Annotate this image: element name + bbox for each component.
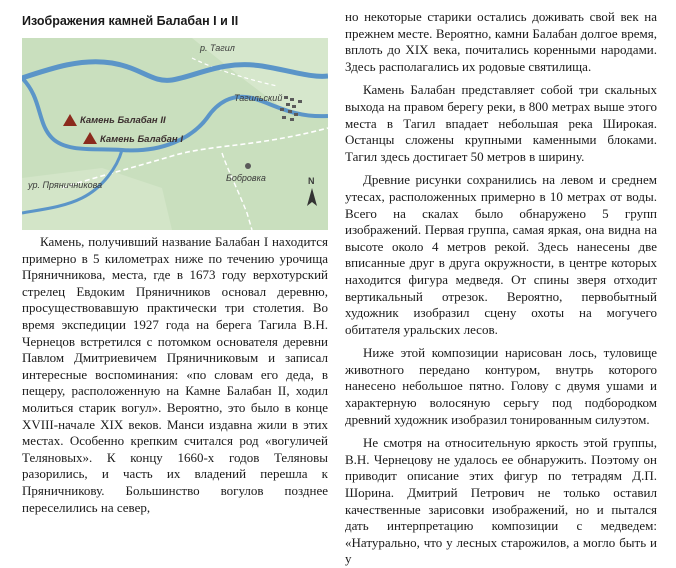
settlement-bobrovka-marker xyxy=(245,163,251,169)
location-map xyxy=(22,38,328,230)
left-column xyxy=(22,0,332,30)
paragraph: Не смотря на относительную яркость этой группы, В.Н. Чернецову не удалось ее обнаружить. Поэтому он приводит описание этих фигур по тетрадям Д.П. Шорина. Дмитрий Петрович не только оставил качественные зарисовки изображений, но и пытался дать интерпретацию композиции с медведем: «Натурально, что у лесных старожилов, а могло быть и у xyxy=(345,435,657,567)
label-stone-2: Камень Балабан II xyxy=(80,115,166,126)
label-north: N xyxy=(308,176,315,186)
label-pryanichnikova: ур. Пряничникова xyxy=(28,180,103,190)
label-tagilsky: Тагильский xyxy=(234,93,283,103)
label-bobrovka: Бобровка xyxy=(226,173,266,183)
label-river-tagil: р. Тагил xyxy=(200,43,235,53)
paragraph: Камень, получивший название Балабан I находится примерно в 5 километрах ниже по течению урочища Пряничникова, места, где в 1673 году верхотурский стрелец Евдоким Пряничников основал деревню, просуществовавшую практически три столетия. Во время экспедиции 1927 года на берега Тагила В.Н. Чернецов встретился с потомком основателя деревни Павлом Дмитриевичем Пряничниковым и записал интересные воспоминания: «по словам его деда, в пещеру, расположенную на Камне Балабан II, ходил молиться старик вогул». Вероятно, это было в конце XVIII-начале XIX веков. Манси издавна жили в этих местах. Особенно крепким считался род «вогуличей Теляновых». К концу 1660-х годов Теляновы разорились, и часть их владений перешла к Пряничникову. Большинство вогулов позднее переселились на север, xyxy=(22,234,328,515)
paragraph: Камень Балабан представляет собой три скальных выхода на правом берегу реки, в 800 метрах выше этого места в Тагил впадает небольшая река Широкая. Останцы сложены крупными каменными блоками. Тагил здесь достигает 50 метров в ширину. xyxy=(345,82,657,164)
paragraph: Ниже этой композиции нарисован лось, туловище животного передано контуром, внутрь которого нанесено небольшое пятно. Голову с двумя ушами и характерную волосяную серьгу под подбородком древний художник изобразил тонированным силуэтом. xyxy=(345,345,657,427)
left-text-body xyxy=(22,234,328,516)
right-text-body xyxy=(345,9,657,568)
paragraph: но некоторые старики остались доживать свой век на прежнем месте. Вероятно, камни Балабан долгое время, вплоть до XIX века, почитались коренными народами. Здесь располагались их родовые святилища. xyxy=(345,9,657,74)
section-heading: Изображения камней Балабан I и II xyxy=(22,14,239,28)
paragraph: Древние рисунки сохранились на левом и среднем утесах, расположенных примерно в 10 метрах от воды. Всего на скалах было обнаружено 5 групп изображений. Первая группа, самая яркая, она видна на высоте около 4 метров рекой. Здесь нанесены две вписанные друг в друга окружности, в центре которых находится фигура медведя. От спины зверя отходит вертикальный отрезок. Вероятно, первобытный художник изобразил сцену охоты на могучего обитателя уральских лесов. xyxy=(345,172,657,337)
label-stone-1: Камень Балабан I xyxy=(100,134,183,145)
